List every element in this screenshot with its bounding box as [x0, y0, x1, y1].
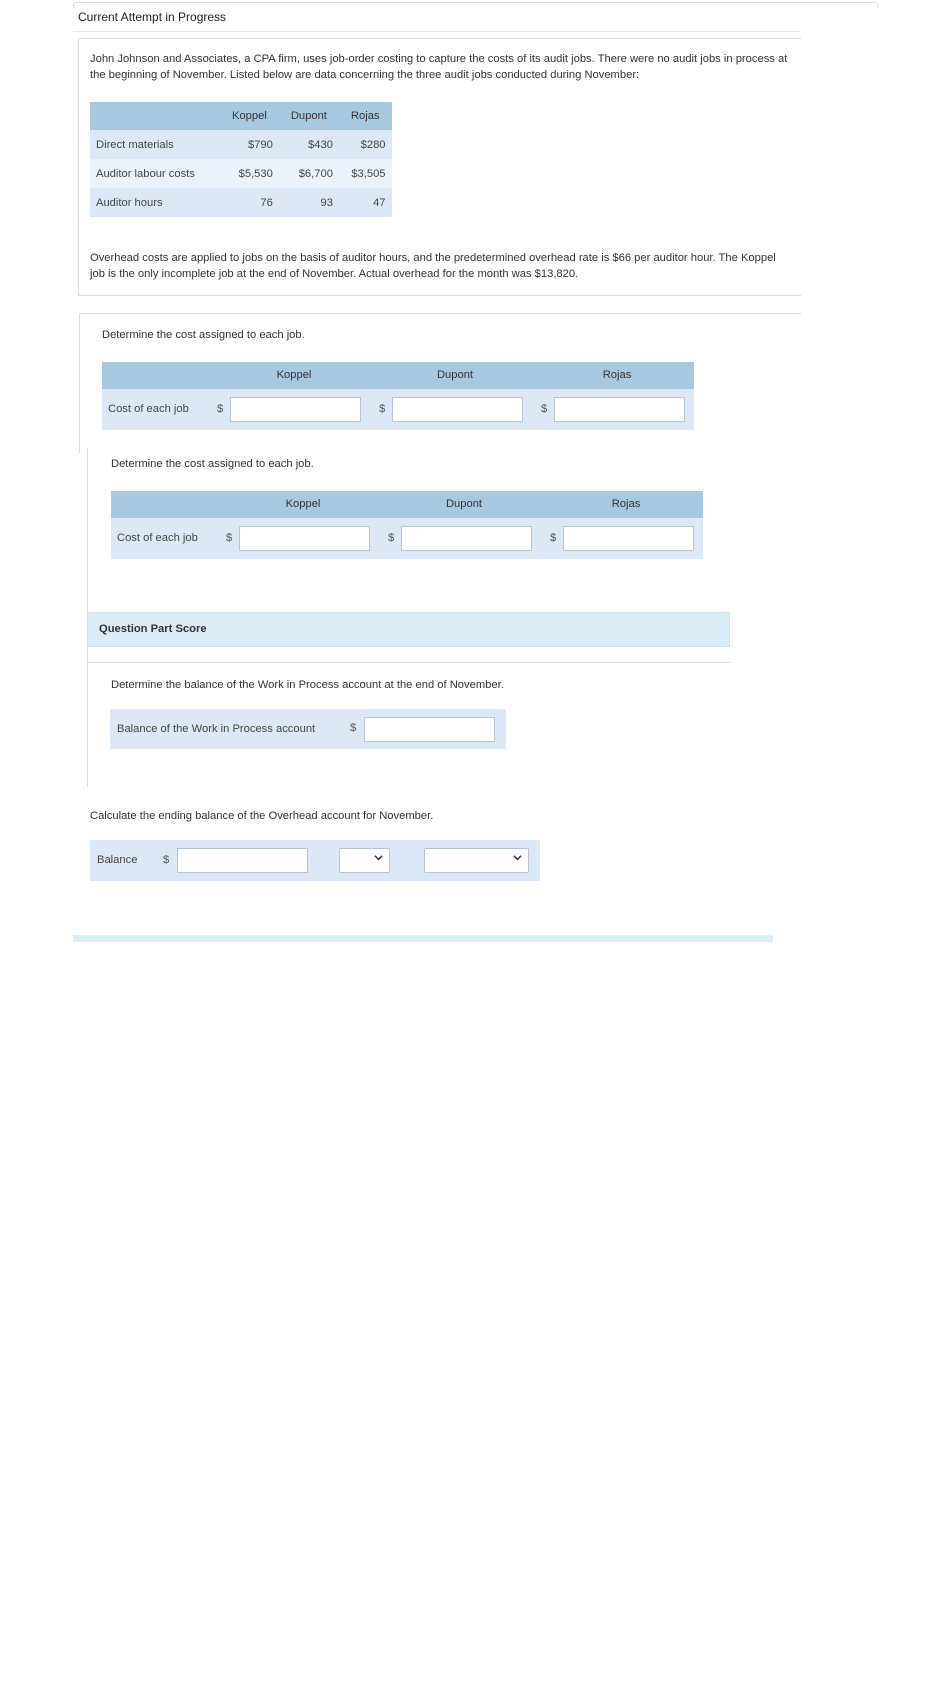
wip-balance-input[interactable]	[364, 717, 495, 742]
table-header-blank	[90, 102, 220, 130]
divider	[73, 31, 800, 32]
cell-value: 76	[220, 188, 279, 217]
cell-value: $790	[220, 130, 279, 159]
rojas-cost-input-repeat[interactable]	[563, 526, 694, 551]
currency-symbol: $	[541, 403, 548, 415]
cell-value: 93	[279, 188, 339, 217]
part1-repeat-answer-grid	[111, 491, 703, 559]
row-label: Balance	[97, 854, 138, 866]
row-label: Cost of each job	[117, 532, 198, 544]
currency-symbol: $	[550, 532, 557, 544]
grid-row	[102, 389, 694, 430]
koppel-cost-input[interactable]	[230, 397, 361, 422]
panel-frame	[73, 2, 878, 8]
grid-header	[102, 362, 694, 389]
cell-value: $3,505	[339, 159, 392, 188]
col-rojas: Rojas	[602, 369, 632, 381]
col-koppel: Koppel	[276, 369, 312, 381]
footer-bar	[73, 935, 773, 942]
account-side-select[interactable]	[424, 848, 529, 873]
chevron-down-icon	[374, 853, 383, 862]
balance-type-select[interactable]	[339, 848, 390, 873]
cell-value: $280	[339, 130, 392, 159]
divider	[88, 662, 730, 663]
overhead-balance-row	[90, 840, 540, 881]
currency-symbol: $	[388, 532, 395, 544]
currency-symbol: $	[217, 403, 224, 415]
table-header-rojas: Rojas	[339, 102, 392, 130]
table-row	[90, 188, 392, 217]
col-koppel: Koppel	[285, 498, 321, 510]
score-label: Question Part Score	[99, 623, 207, 635]
part1-repeat-instruction: Determine the cost assigned to each job.	[111, 458, 314, 470]
part3-instruction: Calculate the ending balance of the Overhead account for November.	[90, 810, 434, 822]
row-label: Cost of each job	[108, 403, 189, 415]
row-label: Balance of the Work in Process account	[117, 723, 316, 735]
question-part-score-bar	[87, 612, 730, 647]
part2-instruction: Determine the balance of the Work in Process account at the end of November.	[111, 679, 504, 691]
chevron-down-icon	[513, 853, 522, 862]
cell-value: $430	[279, 130, 339, 159]
currency-symbol: $	[350, 722, 357, 734]
cell-value: 47	[339, 188, 392, 217]
currency-symbol: $	[379, 403, 386, 415]
part1-answer-grid	[102, 362, 694, 430]
problem-note: Overhead costs are applied to jobs on the basis of auditor hours, and the predetermined overhead rate is $66 per auditor hour. The Koppel job is the only incomplete job at the end of November. Actual overhead for the month was $13,820.	[90, 252, 776, 280]
part1-instruction: Determine the cost assigned to each job.	[102, 329, 305, 341]
dupont-cost-input[interactable]	[392, 397, 523, 422]
row-label: Direct materials	[90, 130, 220, 159]
grid-row	[111, 518, 703, 559]
rojas-cost-input[interactable]	[554, 397, 685, 422]
wip-balance-row	[110, 709, 506, 749]
problem-intro: John Johnson and Associates, a CPA firm, uses job-order costing to capture the costs of its audit jobs. There were no audit jobs in process at the beginning of November. Listed below are data concerning the three audit jobs conducted during November:	[90, 53, 788, 81]
table-header-koppel: Koppel	[220, 102, 279, 130]
cell-value: $5,530	[220, 159, 279, 188]
table-header-dupont: Dupont	[279, 102, 339, 130]
attempt-title: Current Attempt in Progress	[78, 10, 227, 24]
overhead-balance-input[interactable]	[177, 848, 308, 873]
row-label: Auditor labour costs	[90, 159, 220, 188]
job-data-table	[90, 102, 392, 217]
col-dupont: Dupont	[445, 498, 483, 510]
table-row	[90, 130, 392, 159]
col-rojas: Rojas	[611, 498, 641, 510]
grid-header	[111, 491, 703, 518]
koppel-cost-input-repeat[interactable]	[239, 526, 370, 551]
dupont-cost-input-repeat[interactable]	[401, 526, 532, 551]
cell-value: $6,700	[279, 159, 339, 188]
table-row	[90, 159, 392, 188]
row-label: Auditor hours	[90, 188, 220, 217]
currency-symbol: $	[226, 532, 233, 544]
currency-symbol: $	[163, 854, 170, 866]
col-dupont: Dupont	[436, 369, 474, 381]
